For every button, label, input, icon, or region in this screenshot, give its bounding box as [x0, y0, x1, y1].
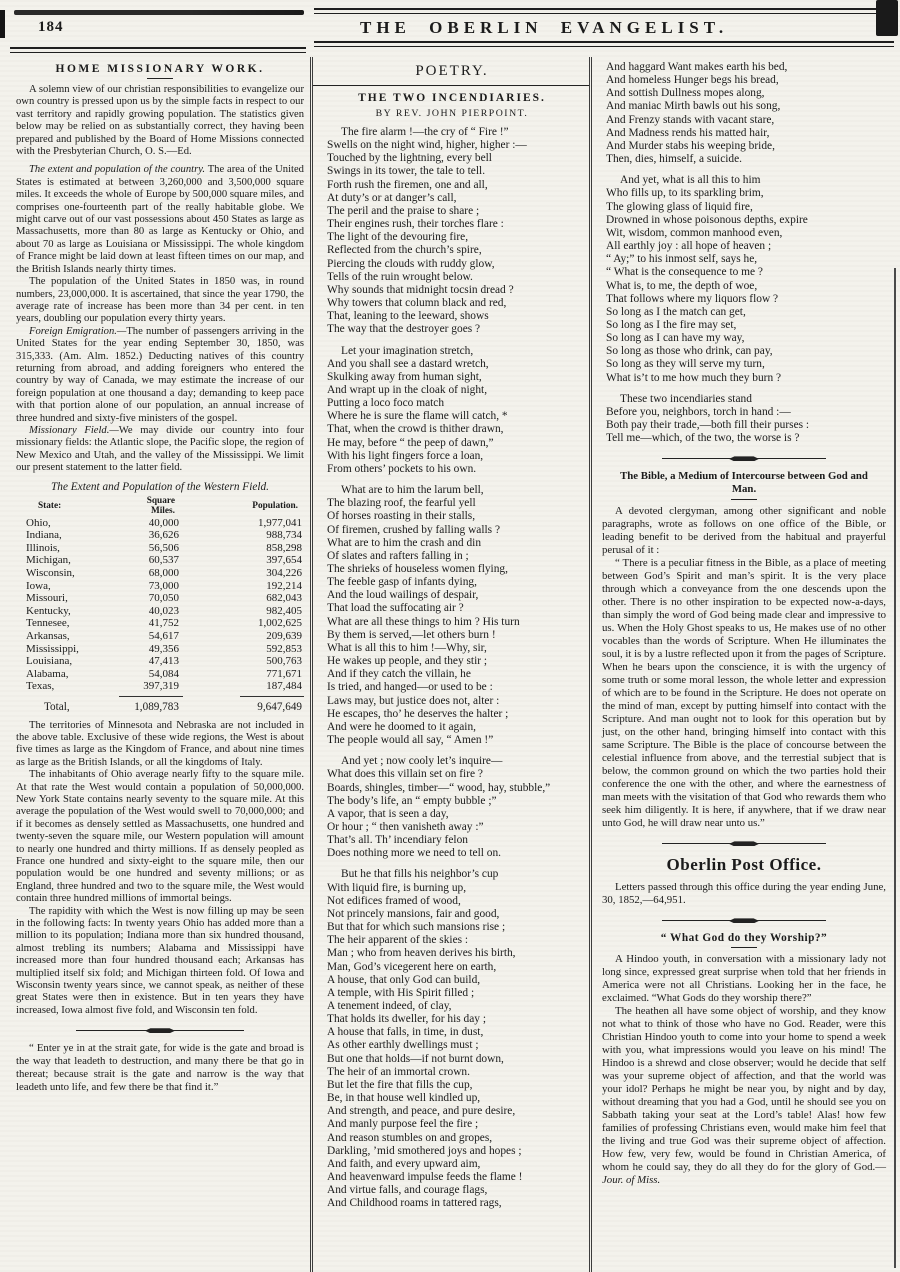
table-row-cell: Missouri,: [26, 592, 68, 605]
table-row-cell: 1,977,041: [258, 516, 302, 529]
ornamental-rule: [14, 10, 304, 15]
poem-line: And maniac Mirth bawls out his song,: [606, 100, 781, 113]
article-title: “ What God do they Worship?”: [660, 932, 828, 945]
paragraph-text: Letters passed through this office during the year ending June, 30, 1852,—64,951.: [602, 881, 886, 907]
poem-stanza-cell: And wrapt up in the cloak of night,: [327, 383, 488, 396]
poem-stanza: [602, 174, 886, 385]
poem-stanza: [323, 868, 581, 1210]
poem-stanza-cell: With liquid fire, is burning up,: [327, 881, 467, 894]
paragraph-text: A devoted clergyman, among other significant and noble paragraphs, wrote as follows on one office of the Bible, or leading benefit to be derived from the habitual and prayerful perusal of it :: [602, 505, 886, 557]
poem-stanza-cell: Let your imagination stretch,: [341, 344, 474, 357]
poem-stanza-cell: The way that the destroyer goes ?: [327, 323, 481, 336]
diamond-ornament-icon: [145, 1028, 175, 1033]
article-title: The Bible, a Medium of Intercourse between God and Man.: [620, 470, 868, 496]
paragraph: [602, 505, 886, 557]
paragraph-lead: Missionary Field.—: [29, 424, 119, 436]
table-row-cell: 682,043: [266, 592, 302, 605]
section-divider: [662, 916, 827, 925]
paragraph: [16, 425, 304, 475]
poem-stanza: [323, 345, 581, 477]
poem-stanza-cell: And strength, and peace, and pure desire,: [327, 1105, 516, 1118]
poem-line: And homeless Hunger begs his bread,: [606, 74, 779, 87]
poem-stanza-cell: The body’s life, an “ empty bubble ;”: [327, 794, 497, 807]
poem-stanza-cell: Who fills up, to its sparkling brim,: [606, 187, 764, 200]
poem-line: And Madness rends his matted hair,: [606, 126, 770, 139]
table-row: [16, 617, 304, 630]
poem-stanza-cell: That follows where my liquors flow ?: [606, 292, 779, 305]
table-total-row: [16, 693, 304, 714]
table-row: [16, 554, 304, 567]
poem-stanza-cell: Reflected from the church’s spire,: [327, 244, 482, 257]
right-edge-rule: [894, 268, 896, 1268]
scripture-quote: [16, 1042, 304, 1093]
table-row: [16, 605, 304, 618]
diamond-ornament-icon: [729, 918, 759, 923]
poem-stanza-cell: These two incendiaries stand: [620, 392, 752, 405]
diamond-ornament-icon: [729, 456, 759, 461]
table-row-cell: Indiana,: [26, 529, 62, 542]
paragraph-text: A Hindoo youth, in conversation with a missionary lady not long since, expressed great surprise when told that her friends in America were not all Christians. Looking her in the face, he exclaimed. “What Gods do they worship there?”: [602, 953, 886, 1005]
paragraph-text: The heathen all have some object of worship, and they know not what to think of those who have no God. Reader, were this Christian Hindoo youth to come into your home to spend a week with you, what impressions would you leave on his mind! The Hindoo is a shrewd and close observer; would he decide that self was your supreme object of affection, and that the world was your idol? Perhaps he might be near you, by night and by day, without dreaming that you had a God, until he should see you on Sabbath taking your seat at the Lord’s table! Alas! how few families of professing Christians even, would make him feel that the living and true God was their supreme object of affection. How few, very few, would be found in Christian America, of whom he could say, they do all they do for the glory of God.—: [602, 1005, 886, 1174]
poem-stanza-cell: So long as I the fire may set,: [606, 318, 737, 331]
paragraph: [602, 1005, 886, 1187]
poem-stanza-cell: Swings in its tower, the tale to tell.: [327, 165, 486, 178]
table-row-cell: Alabama,: [26, 667, 69, 680]
poem-stanza-cell: The feeble gasp of infants dying,: [327, 576, 477, 589]
poem-stanza-cell: A temple, with His Spirit filled ;: [327, 986, 475, 999]
title-rule: [147, 78, 173, 79]
poem-stanza-cell: At duty’s or at danger’s call,: [327, 191, 457, 204]
paragraph-text: The rapidity with which the West is now filling up may be seen in the following facts: In twenty years Ohio has added more than a million to its population; Indiana more than six hundred thousand, almost trebling its numbers; Alabama and Mississippi have increased more than four hundred thousand each; Arkansas has multiplied itself six fold; and Michigan thirteen fold. Of Iowa and Wisconsin twenty years since, we cannot speak, as neither of these great States were then in existence. But in ten years they have increased, Iowa almost five fold, and Wisconsin ten fold.: [16, 905, 304, 1016]
table-row-cell: Ohio,: [26, 516, 51, 529]
table-row-cell: 187,484: [266, 680, 302, 693]
poem-stanza-cell: Tell me—which, of the two, the worse is ?: [606, 432, 800, 445]
table-row: [16, 517, 304, 530]
paragraph: [16, 276, 304, 326]
poem-stanza-cell: Laws may, but justice does not, alter :: [327, 694, 500, 707]
poem-stanza-cell: As other earthly dwellings must ;: [327, 1039, 479, 1052]
column-right: [592, 57, 900, 1272]
table-row-cell: 70,050: [148, 592, 179, 605]
table-row-cell: 397,319: [143, 680, 179, 693]
masthead-title: THE OBERLIN EVANGELIST.: [360, 18, 729, 37]
table-row-cell: 771,671: [266, 667, 302, 680]
poem-stanza-cell: And reason stumbles on and gropes,: [327, 1131, 493, 1144]
paragraph: [16, 769, 304, 905]
poem-stanza-cell: And the loud wailings of despair,: [327, 589, 479, 602]
table-row-cell: 36,626: [148, 529, 179, 542]
poem-stanza-cell: Where he is sure the flame will catch, *: [327, 410, 508, 423]
poem-line: And haggard Want makes earth his bed,: [606, 61, 788, 73]
table-row-cell: Wisconsin,: [26, 566, 75, 579]
table-row-cell: 60,537: [148, 554, 179, 567]
table-row-cell: 858,298: [266, 541, 302, 554]
poem-line: Then, dies, himself, a suicide.: [606, 153, 743, 166]
poem-stanza-cell: “ What is the consequence to me ?: [606, 266, 763, 279]
double-rule: [314, 41, 894, 47]
poem-title: THE TWO INCENDIARIES.: [358, 92, 546, 104]
section-title: POETRY.: [415, 63, 489, 79]
poem-stanza-cell: That load the suffocating air ?: [327, 602, 464, 615]
poem-stanza-cell: Putting a loco foco match: [327, 397, 445, 410]
table-row: [16, 643, 304, 656]
table-row-cell: 40,023: [148, 604, 179, 617]
table-row-cell: 41,752: [148, 617, 179, 630]
poem-stanza-cell: What does this villain set on fire ?: [327, 768, 483, 781]
table-row-cell: 209,639: [266, 629, 302, 642]
poem-line: And Frenzy stands with vacant stare,: [606, 113, 775, 126]
table-row-cell: 1,002,625: [258, 617, 302, 630]
poem-stanza-cell: Or hour ; “ then vanisheth away :”: [327, 820, 484, 833]
poem-stanza-cell: And heavenward impulse feeds the flame !: [327, 1171, 523, 1184]
poem-stanza-cell: Not edifices framed of wood,: [327, 894, 461, 907]
poem-stanza-cell: And you shall see a dastard wretch,: [327, 357, 489, 370]
poem-stanza-continued: [602, 61, 886, 166]
poem-stanza: [323, 484, 581, 747]
article-credit: Jour. of Miss.: [602, 1174, 661, 1187]
table-row: [16, 680, 304, 693]
poem-stanza: [323, 755, 581, 860]
poem-stanza-cell: And yet ; now cooly let’s inquire—: [341, 755, 503, 768]
poem-stanza-cell: Touched by the lightning, every bell: [327, 152, 492, 165]
title-rule: [731, 499, 757, 500]
table-row: [16, 542, 304, 555]
poem-stanza-cell: A house, that only God can build,: [327, 973, 481, 986]
section-divider: [76, 1026, 243, 1035]
table-row-cell: 47,413: [148, 655, 179, 668]
poem-stanza-cell: Skulking away from human sight,: [327, 370, 482, 383]
table-row-cell: Louisiana,: [26, 655, 73, 668]
table-row-cell: 192,214: [266, 579, 302, 592]
poem-stanza-cell: Boards, shingles, timber—“ wood, hay, stubble,”: [327, 781, 551, 794]
header-center: [308, 0, 900, 57]
poem-stanza-cell: And yet, what is all this to him: [620, 174, 761, 187]
poem-stanza-cell: He may, before “ the peep of dawn,”: [327, 436, 494, 449]
poem-stanza-cell: Of slates and rafters falling in ;: [327, 549, 469, 562]
table-row-cell: Tennesee,: [26, 617, 70, 630]
poem-stanza-cell: The glowing glass of liquid fire,: [606, 200, 753, 213]
table-row-cell: Kentucky,: [26, 604, 71, 617]
table-caption: The Extent and Population of the Western Field.: [51, 480, 269, 493]
paragraph-text: The area of the United States is estimated at between 3,260,000 and 3,500,000 square miles. It exceeds the whole of Europe by 500,000 square miles, and comprises one-fourteenth part of the really habitable globe. We might carve out of our vast possessions about 450 States as large as Massachusetts, more than 80 as large as Kentucky or Ohio, and about 70 as large as Louisiana or Mississippi. The whole kingdom of France might be laid down at least fifteen times on our map, and the British Islands nearly thirty times.: [16, 164, 304, 275]
poem-stanza-cell: And if they catch the villain, he: [327, 668, 471, 681]
poem-stanza-cell: Be, in that house well kindled up,: [327, 1092, 481, 1105]
poem-stanza-cell: Of horses roasting in their stalls,: [327, 510, 476, 523]
poem-stanza-cell: So long as I can have my way,: [606, 332, 745, 345]
paragraph: [16, 164, 304, 276]
poem-stanza-cell: That holds its dweller, for his day ;: [327, 1013, 486, 1026]
table-row-cell: 56,506: [148, 541, 179, 554]
poem-stanza-cell: With his light fingers force a loan,: [327, 449, 484, 462]
table-row-cell: 982,405: [266, 604, 302, 617]
title-rule: [731, 947, 757, 948]
poem-stanza-cell: A tenement indeed, of clay,: [327, 1000, 452, 1012]
paragraph-lead: The extent and population of the country.: [29, 164, 205, 176]
poem-stanza-cell: So long as they will serve my turn,: [606, 358, 765, 371]
poem-stanza-cell: Darkling, ’mid smothered joys and hopes ;: [327, 1144, 522, 1157]
paragraph-text: A solemn view of our christian responsibilities to evangelize our own country is pressed upon us by the simple facts in respect to our vast territory and rapidly growing population. The statistics given below may be relied on as substantially correct, they having been prepared and published by the Board of Home Missions connected with the Presbyterian Church, O. S.—Ed.: [16, 84, 304, 158]
paragraph-text: We may divide our country into four missionary fields: the Atlantic slope, the Pacific slope, the region of New Mexico and Utah, and the valley of the Mississippi. We limit our present statement to the latter field.: [16, 424, 305, 474]
poem-stanza-cell: But that for which such mansions rise ;: [327, 921, 506, 934]
table-row-cell: 397,654: [266, 554, 302, 567]
poem-stanza-cell: Of firemen, crushed by falling walls ?: [327, 523, 501, 536]
poem-stanza-cell: The shrieks of houseless women flying,: [327, 563, 508, 575]
total-label: Total,: [44, 700, 70, 713]
poem-stanza-cell: That, leaning to the leeward, shows: [327, 310, 489, 323]
poem-stanza-cell: By them is served,—let others burn !: [327, 628, 496, 641]
paragraph: [16, 84, 304, 158]
poem-stanza-cell: Does nothing more we need to tell on.: [327, 847, 501, 860]
section-divider: [662, 839, 827, 848]
poem-stanza-cell: The heir of an immortal crown.: [327, 1065, 470, 1078]
poem-stanza-cell: The light of the devouring fire,: [327, 231, 469, 244]
poem-stanza-cell: The blazing roof, the fearful yell: [327, 497, 476, 510]
table-row: [16, 668, 304, 681]
poem-stanza-cell: That’s all. Th’ incendiary felon: [327, 834, 468, 847]
header-left: [0, 0, 308, 57]
section-divider: [662, 454, 827, 463]
double-rule: [10, 47, 306, 53]
poem-stanza-cell: What are to him the crash and din: [327, 536, 482, 549]
paragraph: [602, 881, 886, 907]
table-row-cell: 49,356: [148, 642, 179, 655]
poem-body-continued: [602, 174, 886, 445]
poem-stanza-cell: “ Ay;” to his inmost self, says he,: [606, 253, 758, 266]
table-row-cell: Mississippi,: [26, 642, 79, 655]
poem-stanza-cell: All earthly joy : all hope of heaven ;: [606, 240, 772, 253]
poem-byline: BY REV. JOHN PIERPOINT.: [375, 108, 529, 119]
table-row-cell: Iowa,: [26, 579, 51, 592]
ink-blot: [876, 0, 898, 36]
poem-stanza-cell: Drowned in whose poisonous depths, expire: [606, 213, 808, 226]
table-header-cell: Population.: [252, 500, 298, 511]
table-row-cell: 592,853: [266, 642, 302, 655]
poem-stanza-cell: What is’t to me how much they burn ?: [606, 371, 782, 384]
poem-stanza-cell: Forth rush the firemen, one and all,: [327, 178, 488, 191]
poem-stanza-cell: What are all these things to him ? His turn: [327, 615, 520, 628]
double-rule: [314, 8, 894, 14]
total-population: 9,647,649: [209, 693, 304, 714]
poem-stanza-cell: He wakes up people, and they stir ;: [327, 655, 488, 668]
article-title: HOME MISSIONARY WORK.: [55, 63, 265, 75]
poem-stanza-cell: Their engines rush, their torches flare :: [327, 218, 504, 231]
paragraph-lead: Foreign Emigration.—: [29, 325, 127, 337]
poem-stanza-cell: The peril and the praise to share ;: [327, 204, 480, 217]
table-header-cell: State:: [38, 500, 62, 511]
table-row-cell: 68,000: [148, 566, 179, 579]
table-row: [16, 630, 304, 643]
total-miles: 1,089,783: [125, 693, 209, 714]
poem-stanza-cell: The people would all say, “ Amen !”: [327, 734, 494, 747]
poem-stanza-cell: What is all this to him !—Why, sir,: [327, 641, 487, 654]
poem-stanza: [323, 126, 581, 337]
table-foot: [16, 693, 304, 714]
poem-stanza-cell: Why towers that column black and red,: [327, 297, 507, 310]
table-body: [16, 517, 304, 693]
column-left: [14, 57, 310, 1272]
paragraph: [16, 906, 304, 1018]
table-row-cell: Illinois,: [26, 541, 60, 554]
poem-stanza-cell: But one that holds—if not burnt down,: [327, 1052, 504, 1065]
poem-line: And sottish Dullness mopes along,: [606, 87, 765, 100]
table-row-cell: 54,084: [148, 667, 179, 680]
quote-text: “ Enter ye in at the strait gate, for wide is the gate and broad is the way that leadeth to destruction, and many there be that go in thereat; because strait is the gate and narrow is the way that leadeth unto life, and few there be that find it.”: [16, 1042, 304, 1093]
poem-line: And Murder stabs his weeping bride,: [606, 139, 775, 152]
table-row-cell: Arkansas,: [26, 629, 70, 642]
poem-stanza-cell: And were he doomed to it again,: [327, 720, 476, 733]
table-header-row: [16, 496, 304, 517]
page-number: 184: [38, 19, 64, 35]
paragraph-text: The inhabitants of Ohio average nearly fifty to the square mile. At that rate the West would contain a population of 50,000,000. New York State contains nearly seventy to the square mile. At this average the population of the West would swell to 70,000,000; and if it becomes as densely settled as Massachusetts, one hundred and twenty-seven the square mile, our Western population will amount to nearly one hundred and thirty millions. If as densely peopled as France one hundred and sixty-eight to the square mile, then our population would be one hundred and seventy millions; or as England, three hundred and two to the square mile, the West would contain three hundred millions of immortal beings.: [16, 769, 304, 905]
poem-stanza-cell: Man ; who from heaven derives his birth,: [327, 947, 516, 960]
table-row-cell: 988,734: [266, 529, 302, 542]
poem-stanza-cell: Swells on the night wind, higher, higher :—: [327, 139, 527, 152]
table-row: [16, 580, 304, 593]
poem-stanza-cell: The fire alarm !—the cry of “ Fire !”: [341, 126, 509, 138]
poem-stanza-cell: So long as I the match can get,: [606, 305, 746, 318]
poem-stanza-cell: A house that falls, in time, in dust,: [327, 1026, 484, 1039]
paragraph-text: “ There is a peculiar fitness in the Bible, as a place of meeting between God’s Spirit and man’s spirit. It is the very place through which a conveyance from the one descends upon the other. There is no other inspiration to be expected now-a-days, than simply the word of God being made clear and impressive to us. When the Holy Ghost speaks to us, He makes use of no other vocables than the words of Scripture. When He illuminates the soul, it is by a lustre reflected upon it from the pages of Scripture. When he bears upon the conscience, it is with the urgency of some truth or some moral lesson, the whole letter and expression of which are to be found in the Scripture. He does not operate on the mind of man, except by putting himself into contact with the Scripture. And man ought not to look for this operation but by just, on the other hand, bringing himself into contact with this same Scripture. The Bible is the place of concourse between the celestial influence from above, and the terrestial subject that is below, the common ground on which the two parties hold their conference the one with the other, and where the earnestness of man meets with the visitation of that God who rewards them who seek him diligently. It is here, if anywhere, that if we draw near unto God, he will draw near unto us.”: [602, 557, 886, 830]
poem-stanza-cell: Why sounds that midnight tocsin dread ?: [327, 283, 514, 296]
column-middle: [310, 57, 592, 1272]
page-header: [0, 0, 900, 57]
paragraph-text: The population of the United States in 1850 was, in round numbers, 23,000,000. It is ascertained, that since the year 1790, the average rate of increase has been more than 34 per cent. in ten years, doubling our population every thirty years.: [16, 276, 304, 325]
poem-stanza-cell: From others’ pockets to his own.: [327, 462, 477, 475]
table-row-cell: Michigan,: [26, 554, 71, 567]
table-row-cell: Texas,: [26, 680, 55, 693]
poem-stanza-cell: But he that fills his neighbor’s cup: [341, 868, 499, 881]
table-row: [16, 655, 304, 668]
table-head: [16, 496, 304, 517]
diamond-ornament-icon: [729, 841, 759, 846]
poem-stanza-cell: Both pay their trade,—both fill their purses :: [606, 419, 810, 432]
poem-stanza-cell: That, when the crowd is thither drawn,: [327, 423, 504, 436]
poem-stanza-cell: Not princely mansions, fair and good,: [327, 907, 500, 920]
paragraph-text: The number of passengers arriving in the United States for the year ending September 30, 1850, was 315,333. (Am. Alm. 1852.) Deducting natives of this country returning from abroad, and adding foreigners who entered the country by way of Canada, we may estimate the increase of our foreign population at one thousand a day; demanding to keep pace with that portion alone of our population, an annual increase of three hundred and sixty-five ministers of the gospel.: [16, 325, 305, 424]
page-columns: [0, 57, 900, 1272]
section-rule: [313, 85, 589, 86]
table-row-cell: 40,000: [148, 516, 179, 529]
statistics-table: [16, 496, 304, 714]
table-row-cell: 54,617: [148, 629, 179, 642]
table-row: [16, 567, 304, 580]
poem-stanza-cell: The heir apparent of the skies :: [327, 934, 469, 947]
table-row-cell: 500,763: [266, 655, 302, 668]
poem-body: [323, 126, 581, 1211]
table-row: [16, 529, 304, 542]
table-header-cell: Square Miles.: [146, 495, 175, 516]
poem-stanza-cell: Is tried, and hanged—or used to be :: [327, 681, 493, 694]
paragraph-text: The territories of Minnesota and Nebraska are not included in the above table. Exclusive of these wide regions, the West is about five times as large as the Kingdom of France, and about nine times as large as the British Islands, or all the kingdoms of Italy.: [16, 719, 304, 768]
poem-stanza-cell: Man, God’s vicegerent here on earth,: [327, 960, 497, 973]
poem-stanza-cell: And faith, and every upward aim,: [327, 1157, 481, 1170]
paragraph: [16, 720, 304, 770]
table-row-cell: 73,000: [148, 579, 179, 592]
poem-stanza-cell: And virtue falls, and courage flags,: [327, 1184, 488, 1197]
article-title: Oberlin Post Office.: [666, 855, 822, 875]
poem-stanza-cell: He escapes, tho’ he deserves the halter ;: [327, 707, 509, 720]
poem-stanza-cell: Piercing the clouds with ruddy glow,: [327, 257, 495, 270]
table-row: [16, 592, 304, 605]
table-row-cell: 304,226: [266, 566, 302, 579]
poem-stanza-cell: Wit, wisdom, common manhood even,: [606, 226, 783, 239]
poem-stanza-cell: What is, to me, the depth of woe,: [606, 279, 758, 292]
paragraph: [602, 557, 886, 830]
poem-stanza-cell: Tells of the ruin wrought below.: [327, 270, 473, 283]
poem-stanza-cell: But let the fire that fills the cup,: [327, 1078, 473, 1091]
poem-stanza-cell: A vapor, that is seen a day,: [327, 807, 449, 820]
paragraph: [602, 953, 886, 1005]
poem-stanza-cell: And Childhood roams in tattered rags,: [327, 1197, 502, 1210]
poem-stanza-cell: So long as those who drink, can pay,: [606, 345, 773, 358]
poem-stanza-cell: Before you, neighbors, torch in hand :—: [606, 405, 791, 418]
poem-stanza-cell: What are to him the larum bell,: [341, 484, 484, 497]
poem-stanza-cell: And manly purpose feel the fire ;: [327, 1118, 479, 1131]
paragraph: [16, 326, 304, 425]
poem-stanza: [602, 393, 886, 446]
